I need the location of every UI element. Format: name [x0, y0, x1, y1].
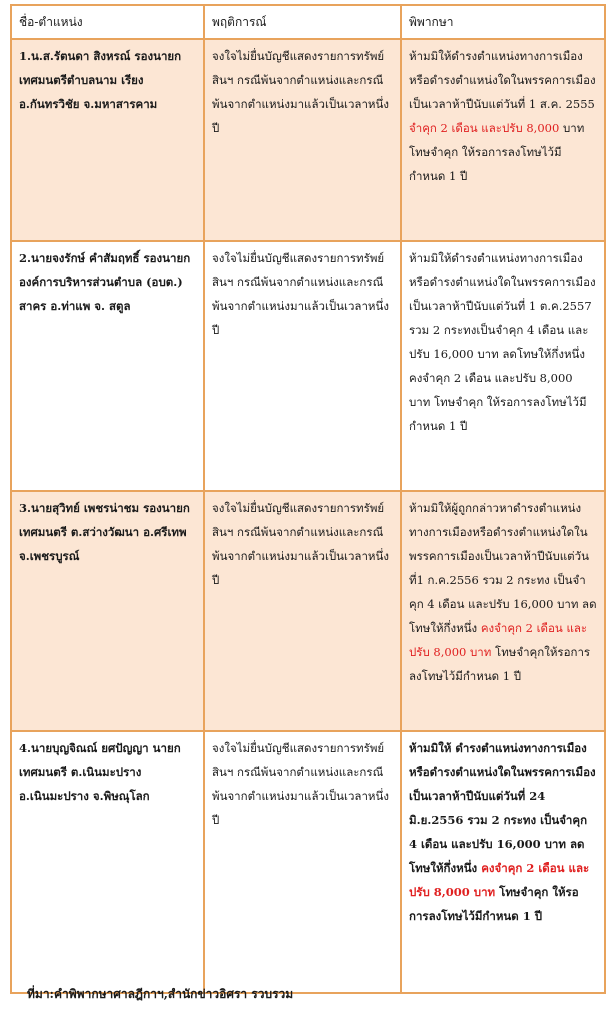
row-1-verdict-text: ห้ามมิให้ดำรงตำแหน่งทางการเมืองหรือดำรงตำแหน่งใดในพรรคการเมืองเป็นเวลาห้าปีนับแต่วันที่ 1 ส.ค. 2555 [409, 49, 596, 111]
verdict-table [10, 4, 606, 994]
source-caption: ที่มา:คำพิพากษาศาลฎีกาฯ,สำนักข่าวอิศรา รวบรวม [27, 987, 294, 1001]
row-4-verdict-counts: รวม 2 กระทง เป็นจำคุก 4 เดือน และปรับ 16,000 บาท ลดโทษให้กึ่งหนึ่ง [409, 813, 588, 875]
row-4-behavior: จงใจไม่ยื่นบัญชีแสดงรายการทรัพย์สินฯ กรณีพ้นจากตำแหน่งและกรณีพ้นจากตำแหน่งมาแล้วเป็นเวลาหนึ่งปี [204, 731, 401, 993]
header-behavior: พฤติการณ์ [204, 5, 401, 39]
row-4-verdict-text: ห้ามมิให้ ดำรงตำแหน่งทางการเมืองหรือดำรงตำแหน่งใดในพรรคการเมืองเป็นเวลาห้าปีนับแต่วันที่ 24 มิ.ย.2556 [409, 741, 596, 827]
verdict-table-container [10, 4, 604, 994]
row-3-verdict-text: ห้ามมิให้ผู้ถูกกล่าวหาดำรงตำแหน่งทางการเมืองหรือดำรงตำแหน่งใดในพรรคการเมืองเป็นเวลาห้าปีนับแต่วันที่1 ก.ค.2556 รวม 2 กระทง เป็นจำคุก 4 เดือน และปรับ 16,000 บาท ลดโทษให้กึ่งหนึ่ง [409, 501, 597, 635]
row-4-name: 4.นายบุญจิณณ์ ยศปัญญา นายกเทศมนตรี ต.เนินมะปราง อ.เนินมะปราง จ.พิษณุโลก [11, 731, 204, 993]
row-4-verdict-suspension: โทษจำคุก ให้รอการลงโทษไว้มีกำหนด 1 ปี [409, 885, 579, 923]
row-3-behavior: จงใจไม่ยื่นบัญชีแสดงรายการทรัพย์สินฯ กรณีพ้นจากตำแหน่งและกรณีพ้นจากตำแหน่งมาแล้วเป็นเวลาหนึ่งปี [204, 491, 401, 731]
row-1-verdict-sentence: จำคุก 2 เดือน และปรับ 8,000 [409, 121, 560, 135]
row-1-verdict [401, 39, 605, 241]
row-2-name: 2.นายจงรักษ์ คำสัมฤทธิ์ รองนายกองค์การบริหารส่วนตำบล (อบต.) สาคร อ.ท่าแพ จ. สตูล [11, 241, 204, 491]
row-3-verdict-sentence: คงจำคุก 2 เดือน และปรับ 8,000 บาท [409, 621, 588, 659]
row-2-verdict: ห้ามมิให้ดำรงตำแหน่งทางการเมืองหรือดำรงตำแหน่งใดในพรรคการเมืองเป็นเวลาห้าปีนับแต่วันที่ 1 ต.ค.2557 รวม 2 กระทงเป็นจำคุก 4 เดือน และปรับ 16,000 บาท ลดโทษให้กึ่งหนึ่ง คงจำคุก 2 เดือน และปรับ 8,000 บาท โทษจำคุก ให้รอการลงโทษไว้มีกำหนด 1 ปี [401, 241, 605, 491]
table-row [11, 241, 605, 491]
row-3-verdict-suspension: โทษจำคุกให้รอการลงโทษไว้มีกำหนด 1 ปี [409, 645, 591, 683]
table-row [11, 731, 605, 993]
row-3-verdict [401, 491, 605, 731]
row-1-verdict-suspension: บาท โทษจำคุก ให้รอการลงโทษไว้มีกำหนด 1 ปี [409, 121, 585, 183]
table-header-row [11, 5, 605, 39]
row-2-behavior: จงใจไม่ยื่นบัญชีแสดงรายการทรัพย์สินฯ กรณีพ้นจากตำแหน่งและกรณีพ้นจากตำแหน่งมาแล้วเป็นเวลาหนึ่งปี [204, 241, 401, 491]
row-4-verdict-sentence: คงจำคุก 2 เดือน และปรับ 8,000 บาท [409, 861, 590, 899]
header-name: ชื่อ-ตำแหน่ง [11, 5, 204, 39]
row-1-name: 1.น.ส.รัตนดา สิงหรณ์ รองนายกเทศมนตรีตำบลนาม เรียง อ.กันทรวิชัย จ.มหาสารคาม [11, 39, 204, 241]
header-verdict: พิพากษา [401, 5, 605, 39]
row-4-verdict [401, 731, 605, 993]
table-row [11, 39, 605, 241]
table-row [11, 491, 605, 731]
row-3-name: 3.นายสุวิทย์ เพชรน่าชม รองนายกเทศมนตรี ต.สว่างวัฒนา อ.ศรีเทพ จ.เพชรบูรณ์ [11, 491, 204, 731]
row-1-behavior: จงใจไม่ยื่นบัญชีแสดงรายการทรัพย์สินฯ กรณีพ้นจากตำแหน่งและกรณีพ้นจากตำแหน่งมาแล้วเป็นเวลาหนึ่งปี [204, 39, 401, 241]
